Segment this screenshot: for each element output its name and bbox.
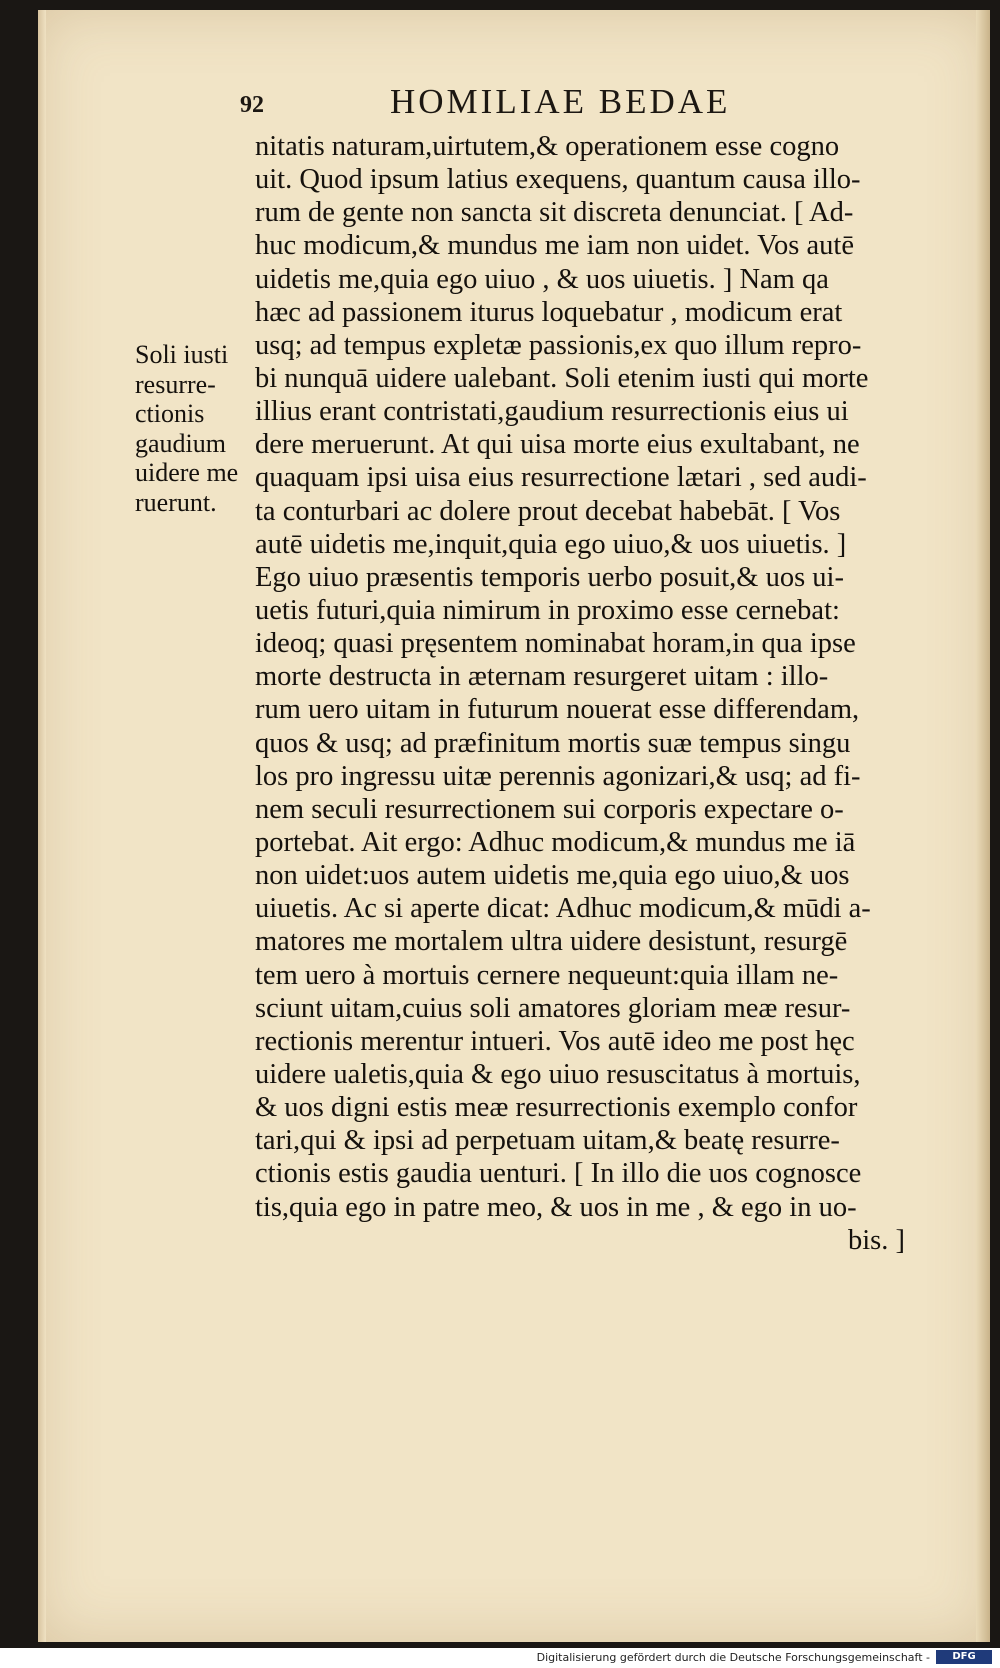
text-line: ideoq; quasi pręsentem nominabat horam,in qua ipse — [255, 628, 856, 660]
text-line: rum uero uitam in futurum nouerat esse differendam, — [255, 694, 860, 726]
text-line-final: bis. ] — [848, 1224, 905, 1256]
text-line: matores me mortalem ultra uidere desistunt, resurgē — [255, 926, 848, 958]
text-line: ctionis estis gaudia uenturi. [ In illo die uos cognosce — [255, 1158, 862, 1190]
running-title: HOMILIAE BEDAE — [390, 82, 731, 121]
text-line: usq; ad tempus expletæ passionis,ex quo illum repro- — [255, 329, 862, 361]
digitization-credit: Digitalisierung gefördert durch die Deutsche Forschungsgemeinschaft - — [536, 1651, 930, 1664]
text-line: illius erant contristati,gaudium resurrectionis eius ui — [255, 396, 849, 428]
page-number: 92 — [240, 92, 264, 118]
text-line: uiuetis. Ac si aperte dicat: Adhuc modicum,& mūdi a- — [255, 893, 871, 925]
text-line: uidetis me,quia ego uiuo , & uos uiuetis. ] Nam qa — [255, 263, 829, 295]
marginal-note — [135, 340, 255, 517]
text-line: dere meruerunt. At qui uisa morte eius exultabant, ne — [255, 429, 860, 461]
text-line: bi nunquā uidere ualebant. Soli etenim iusti qui morte — [255, 362, 869, 394]
text-line: nitatis naturam,uirtutem,& operationem esse cogno — [255, 131, 840, 162]
text-line: tari,qui & ipsi ad perpetuam uitam,& beatę resurre- — [255, 1125, 840, 1157]
text-line: portebat. Ait ergo: Adhuc modicum,& mundus me iā — [255, 826, 856, 858]
text-line: rum de gente non sancta sit discreta denunciat. [ Ad- — [255, 197, 854, 229]
text-line: morte destructa in æternam resurgeret uitam : illo- — [255, 661, 829, 693]
running-head — [240, 82, 840, 132]
text-line: non uidet:uos autem uidetis me,quia ego uiuo,& uos — [255, 860, 850, 892]
marginal-note-line: Soli iusti — [135, 340, 229, 369]
text-line: ta conturbari ac dolere prout decebat habebāt. [ Vos — [255, 495, 841, 527]
text-line: quos & usq; ad præfinitum mortis suæ tempus singu — [255, 727, 851, 759]
text-line: tem uero à mortuis cernere nequeunt:quia illam ne- — [255, 959, 839, 991]
page-fore-edge — [976, 10, 990, 1642]
text-line: uetis futuri,quia nimirum in proximo esse cernebat: — [255, 594, 840, 626]
body-text — [255, 130, 915, 1257]
text-line: uit. Quod ipsum latius exequens, quantum causa illo- — [255, 164, 861, 196]
page-gutter — [38, 10, 46, 1642]
text-line: los pro ingressu uitæ perennis agonizari,& usq; ad fi- — [255, 760, 861, 792]
marginal-note-line: ruerunt. — [135, 487, 217, 517]
text-line: tis,quia ego in patre meo, & uos in me , & ego in uo- — [255, 1191, 857, 1223]
text-line: autē uidetis me,inquit,quia ego uiuo,& uos uiuetis. ] — [255, 528, 847, 560]
marginal-note-line: resurre- — [135, 369, 216, 399]
text-line: rectionis merentur intueri. Vos autē ideo me post hęc — [255, 1025, 855, 1057]
text-line: sciunt uitam,cuius soli amatores gloriam meæ resur- — [255, 992, 851, 1024]
text-line: hæc ad passionem iturus loquebatur , modicum erat — [255, 296, 843, 328]
marginal-note-line: uidere me — [135, 458, 239, 487]
marginal-note-line: ctionis — [135, 399, 205, 428]
text-line: uidere ualetis,quia & ego uiuo resuscitatus à mortuis, — [255, 1058, 861, 1090]
text-line: nem seculi resurrectionem sui corporis expectare o- — [255, 793, 844, 825]
marginal-note-line: gaudium — [135, 428, 226, 458]
text-line: & uos digni estis meæ resurrectionis exemplo confor — [255, 1092, 858, 1124]
text-line: Ego uiuo præsentis temporis uerbo posuit,& uos ui- — [255, 561, 844, 593]
text-line: huc modicum,& mundus me iam non uidet. Vos autē — [255, 230, 854, 262]
text-line: quaquam ipsi uisa eius resurrectione lætari , sed audi- — [255, 462, 867, 494]
dfg-logo: DFG — [936, 1650, 992, 1664]
